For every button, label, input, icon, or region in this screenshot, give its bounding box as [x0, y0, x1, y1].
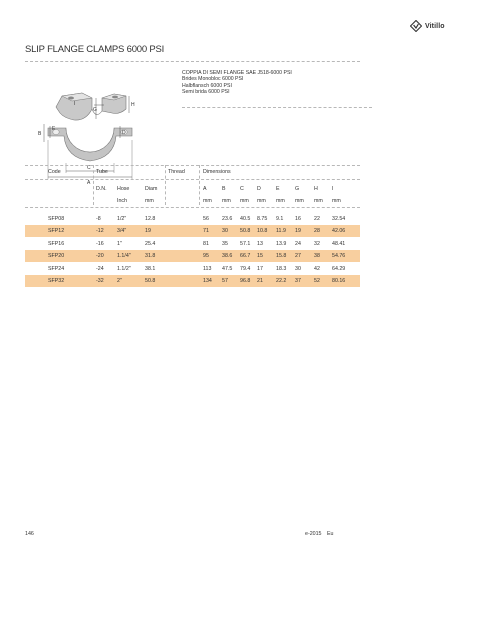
unit-10: mm [332, 198, 341, 204]
unit-9: mm [314, 198, 323, 204]
row-cell-diam: 25.4 [145, 240, 156, 247]
row-cell-c: 40.5 [240, 216, 251, 222]
row-cell-g: 19 [295, 228, 301, 235]
row-cell-e: 9.1 [276, 216, 284, 222]
row-cell-diam: 31.8 [145, 253, 156, 260]
row-cell-e: 13.9 [276, 240, 287, 247]
row-cell-c: 50.8 [240, 228, 251, 235]
subheader-4: B [222, 186, 226, 192]
product-description [182, 70, 292, 96]
row-code: SFP12 [48, 228, 65, 235]
row-cell-e: 22.2 [276, 278, 287, 284]
row-cell-hose: 1/2" [117, 216, 127, 222]
subheader-5: C [240, 186, 244, 192]
highlight-row-band [25, 225, 360, 237]
subheader-1: Hose [117, 186, 130, 192]
row-cell-h: 22 [314, 216, 320, 222]
row-cell-b: 30 [222, 228, 228, 235]
row-cell-g: 24 [295, 240, 301, 247]
row-cell-b: 23.6 [222, 216, 233, 222]
table-top-divider [25, 165, 360, 166]
row-cell-diam: 38.1 [145, 265, 156, 272]
header-code: Code [48, 169, 61, 175]
label-d: D [122, 130, 126, 136]
subheader-8: G [295, 186, 300, 192]
subheader-0: D.N. [96, 186, 107, 192]
row-cell-e: 15.8 [276, 253, 287, 260]
row-cell-a: 95 [203, 253, 209, 260]
unit-2: mm [145, 198, 154, 204]
row-cell-i: 80.16 [332, 278, 346, 284]
table-header-divider [25, 207, 360, 208]
row-cell-hose: 2" [117, 278, 122, 284]
row-cell-h: 52 [314, 278, 320, 284]
row-code: SFP20 [48, 253, 65, 260]
brand-logo [410, 20, 445, 32]
row-cell-dn: -32 [96, 278, 104, 284]
clamp-isometric-view [56, 93, 126, 120]
row-cell-d: 8.75 [257, 216, 268, 222]
row-cell-a: 134 [203, 278, 212, 284]
label-g: G [93, 107, 97, 113]
row-cell-b: 38.6 [222, 253, 233, 260]
row-cell-h: 32 [314, 240, 320, 247]
page-title: SLIP FLANGE CLAMPS 6000 PSI [25, 44, 165, 55]
subheader-7: E [276, 186, 280, 192]
row-cell-c: 79.4 [240, 265, 251, 272]
description-line-de: Halbflansch 6000 PSI [182, 82, 232, 89]
label-c: C [87, 165, 91, 171]
label-a: A [87, 180, 91, 186]
row-cell-d: 13 [257, 240, 263, 247]
row-cell-dn: -12 [96, 228, 104, 235]
row-cell-c: 57.1 [240, 240, 251, 247]
label-h: H [131, 102, 135, 108]
row-cell-i: 54.76 [332, 253, 346, 260]
row-cell-b: 35 [222, 240, 228, 247]
header-thread: Thread [168, 169, 185, 175]
unit-8: mm [295, 198, 304, 204]
row-cell-c: 66.7 [240, 253, 251, 260]
row-cell-i: 64.29 [332, 265, 346, 272]
unit-1: Inch [117, 198, 128, 204]
row-cell-g: 30 [295, 265, 301, 272]
label-e: E [52, 126, 56, 132]
highlight-row-band [25, 275, 360, 287]
subheader-3: A [203, 186, 207, 192]
row-cell-i: 48.41 [332, 240, 346, 247]
column-separator [93, 165, 94, 205]
row-cell-g: 37 [295, 278, 301, 284]
row-cell-a: 71 [203, 228, 209, 235]
row-cell-h: 42 [314, 265, 320, 272]
row-cell-g: 16 [295, 216, 301, 222]
row-cell-hose: 1.1/4" [117, 253, 131, 260]
row-cell-hose: 3/4" [117, 228, 127, 235]
unit-4: mm [222, 198, 231, 204]
row-cell-c: 96.8 [240, 278, 251, 284]
row-cell-e: 11.9 [276, 228, 286, 235]
row-cell-a: 113 [203, 265, 212, 272]
row-code: SFP32 [48, 278, 65, 284]
subheader-9: H [314, 186, 318, 192]
row-cell-d: 17 [257, 265, 263, 272]
row-cell-d: 21 [257, 278, 263, 284]
description-divider [182, 107, 372, 108]
label-i: I [74, 101, 76, 107]
row-code: SFP16 [48, 240, 65, 247]
description-line-fr: Brides Monobloc 6000 PSI [182, 76, 244, 83]
table-group-divider [25, 179, 360, 180]
header-tube: Tube [96, 169, 108, 175]
row-cell-diam: 19 [145, 228, 151, 235]
label-b: B [38, 131, 42, 137]
row-cell-dn: -24 [96, 265, 104, 272]
title-divider [25, 61, 360, 62]
description-line-es: Semi brida 6000 PSI [182, 89, 230, 96]
row-cell-a: 56 [203, 216, 209, 222]
row-cell-dn: -8 [96, 216, 101, 222]
brand-name: Vitillo [425, 22, 445, 30]
highlight-row-band [25, 250, 360, 262]
row-cell-b: 57 [222, 278, 228, 284]
row-cell-e: 18.3 [276, 265, 287, 272]
row-cell-diam: 50.8 [145, 278, 156, 284]
region: Eu [327, 531, 334, 537]
unit-6: mm [257, 198, 266, 204]
column-separator [199, 165, 200, 205]
subheader-6: D [257, 186, 261, 192]
column-separator [165, 165, 166, 205]
row-cell-d: 10.8 [257, 228, 268, 235]
row-cell-i: 32.54 [332, 216, 346, 222]
row-code: SFP08 [48, 216, 65, 222]
row-code: SFP24 [48, 265, 65, 272]
vitillo-logo-icon [410, 20, 422, 32]
row-cell-b: 47.5 [222, 265, 233, 272]
row-cell-g: 27 [295, 253, 301, 260]
row-cell-h: 38 [314, 253, 320, 260]
unit-5: mm [240, 198, 249, 204]
row-cell-d: 15 [257, 253, 263, 260]
page-number: 146 [25, 531, 34, 537]
subheader-2: Diam [145, 186, 158, 192]
header-dimensions: Dimensions [203, 169, 231, 175]
description-line-it: COPPIA DI SEMI FLANGE SAE J518-6000 PSI [182, 70, 292, 76]
row-cell-i: 42.06 [332, 228, 346, 235]
row-cell-diam: 12.8 [145, 216, 156, 222]
unit-7: mm [276, 198, 285, 204]
row-cell-a: 81 [203, 240, 209, 247]
clamp-front-view [48, 128, 132, 161]
row-cell-hose: 1.1/2" [117, 265, 131, 272]
row-cell-dn: -20 [96, 253, 104, 260]
unit-3: mm [203, 198, 212, 204]
row-cell-hose: 1" [117, 240, 122, 247]
subheader-10: I [332, 186, 334, 192]
row-cell-h: 28 [314, 228, 320, 235]
flange-clamp-drawing [34, 85, 144, 191]
edition: e-2015 [305, 531, 322, 537]
row-cell-dn: -16 [96, 240, 104, 247]
